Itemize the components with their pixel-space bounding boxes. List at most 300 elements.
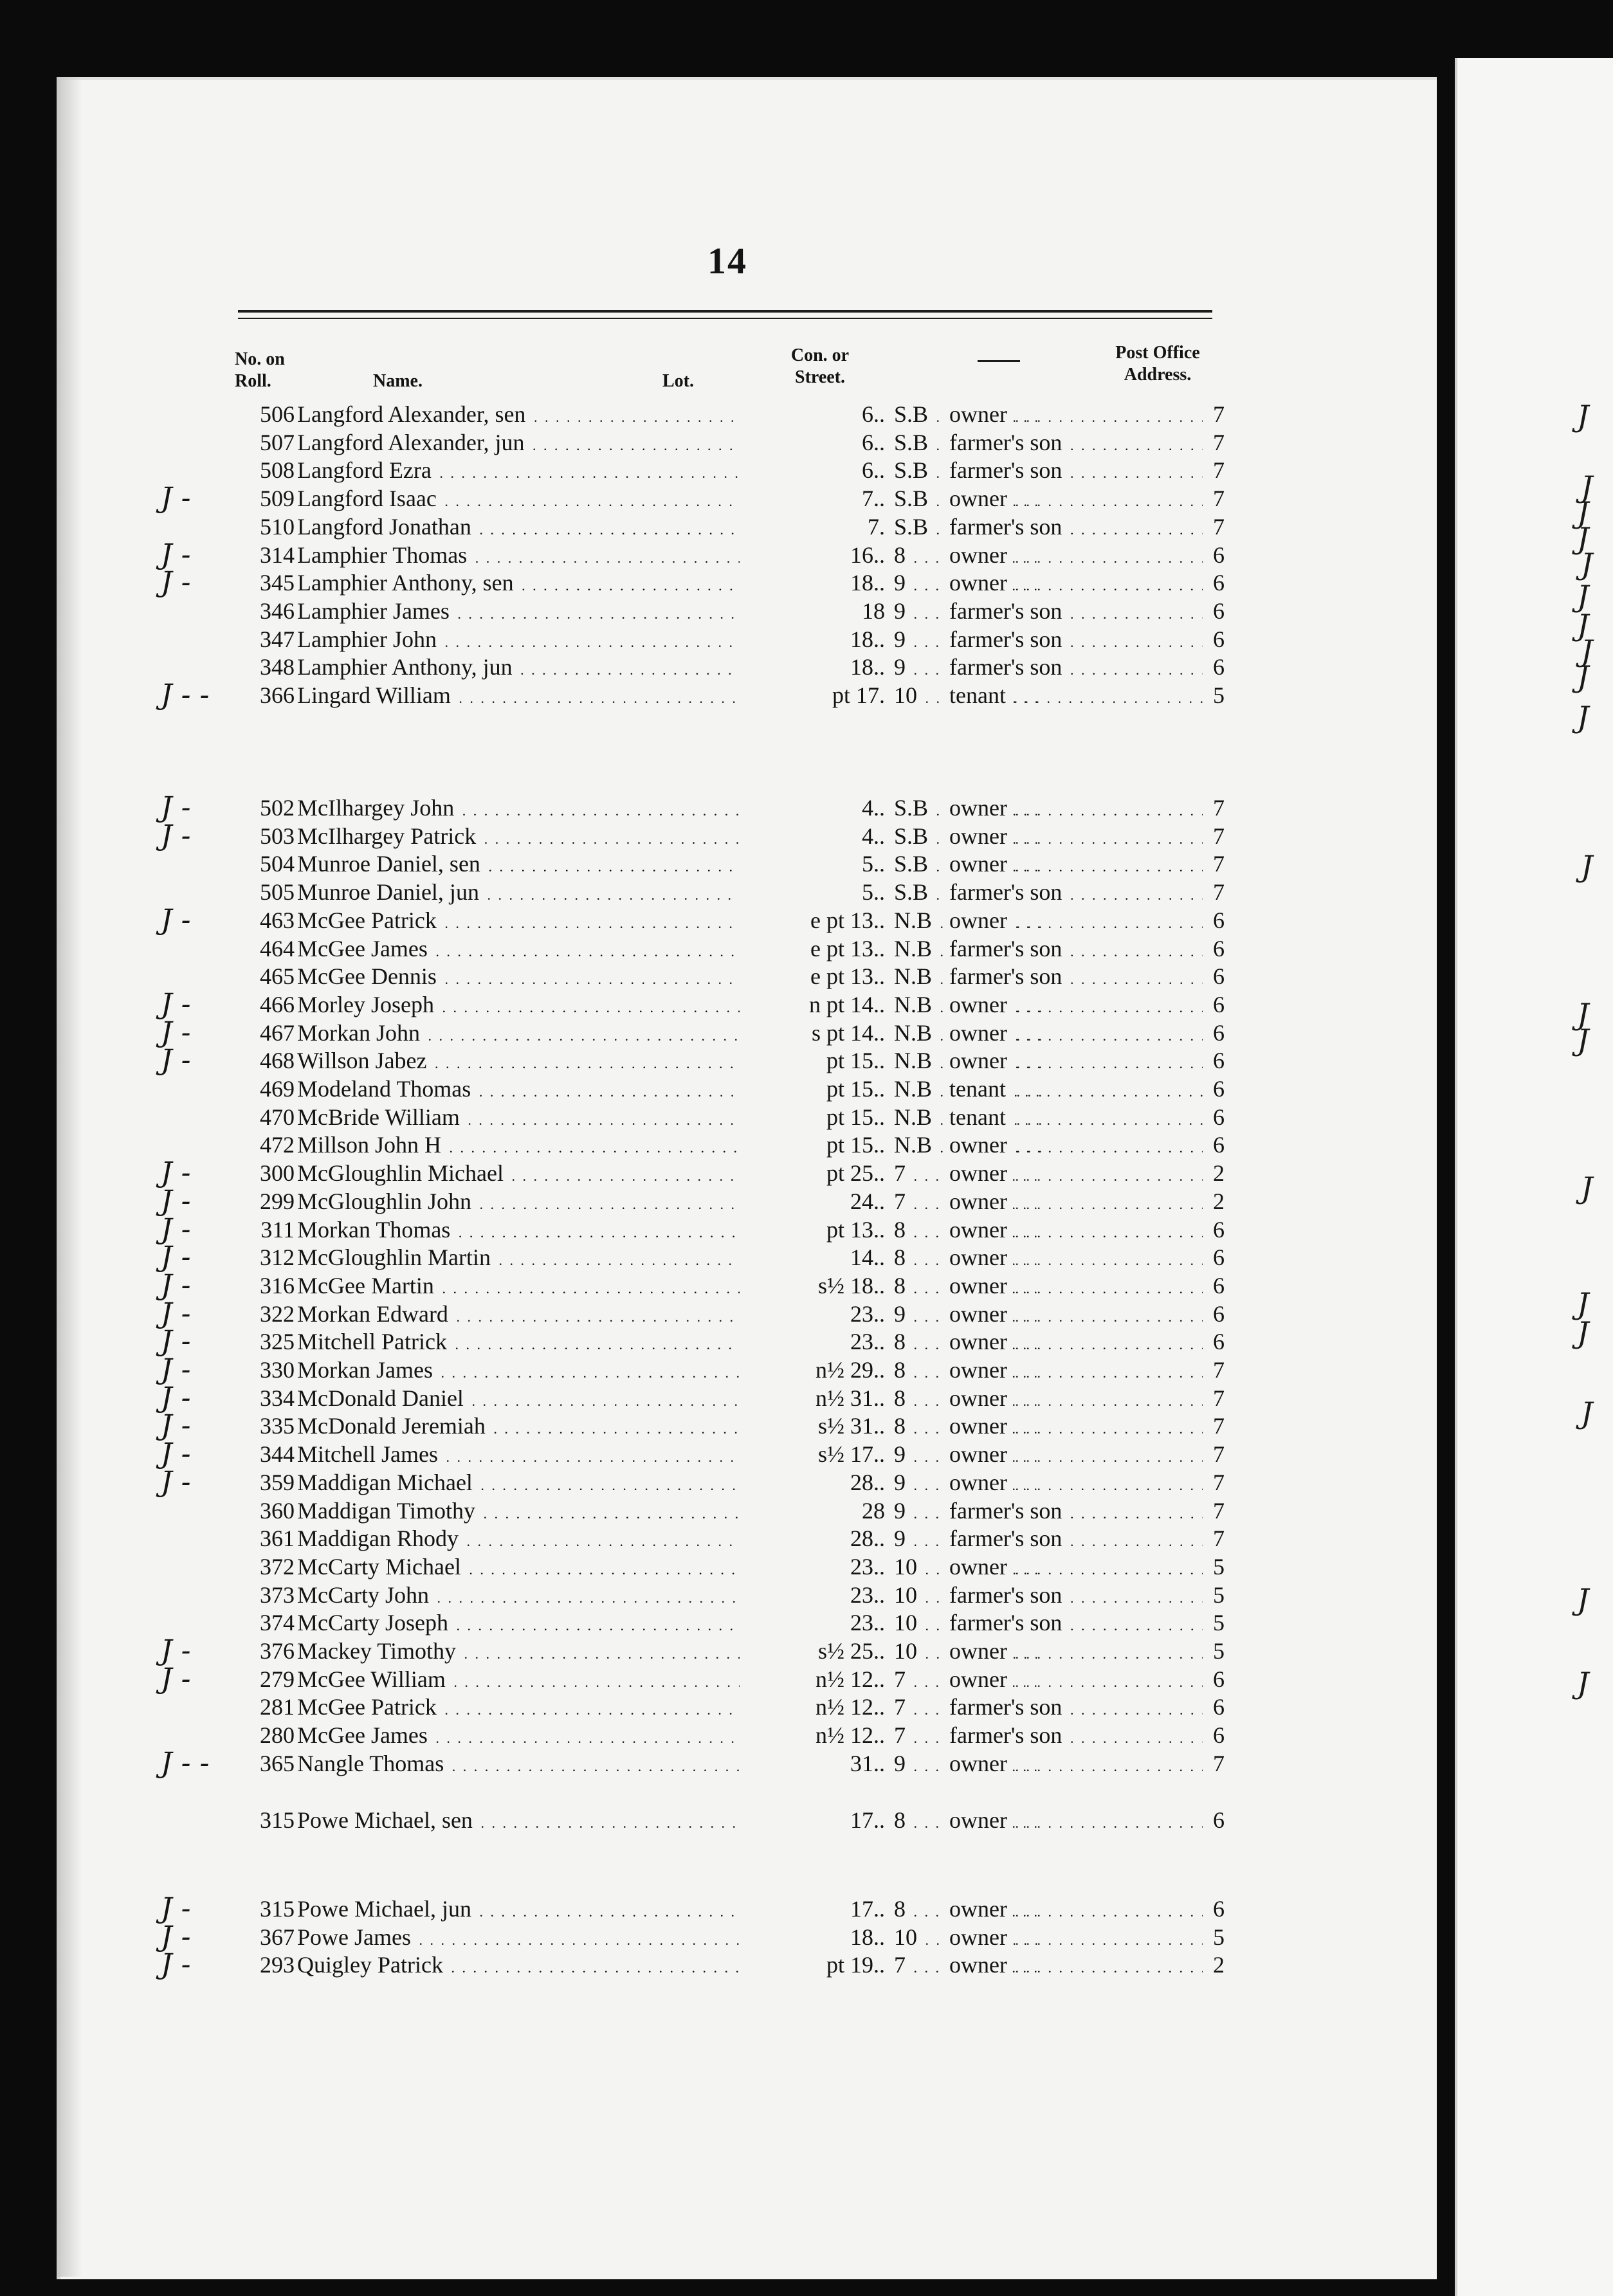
voter-name: Morley Joseph . . .: [297, 990, 805, 1022]
concession: N.B . . .: [894, 1075, 1042, 1106]
roll-entry: [161, 1608, 1241, 1637]
handwritten-mark: J -: [161, 1044, 191, 1077]
roll-number: 505: [260, 879, 295, 906]
concession: 8 . . .: [894, 1412, 1042, 1443]
concession: S.B . . .: [894, 850, 1042, 881]
post-office: 7: [1203, 456, 1235, 484]
roll-entry: [161, 1746, 1241, 1780]
voter-name: Lamphier Thomas . . .: [297, 541, 805, 572]
voter-name: Morkan Thomas . . .: [297, 1216, 805, 1247]
post-office: 6: [1203, 625, 1235, 653]
header-post-office: Post Office Address.: [1115, 343, 1200, 385]
voter-name: Quigley Patrick . . .: [297, 1951, 805, 1982]
handwritten-mark: J -: [161, 791, 191, 824]
status: farmer's son . . .: [947, 597, 1223, 628]
voter-name: Maddigan Timothy . . .: [297, 1497, 805, 1528]
status: owner . . .: [947, 1271, 1223, 1303]
facing-page-mark: J: [1577, 399, 1589, 433]
post-office: 6: [1203, 569, 1235, 597]
status: farmer's son . . .: [947, 1524, 1223, 1556]
post-office: 7: [1203, 1356, 1235, 1384]
status: owner . . .: [947, 1951, 1223, 1982]
roll-number: 330: [260, 1357, 295, 1383]
lot: n pt 14..: [740, 990, 885, 1019]
status: owner . . .: [947, 1159, 1223, 1190]
voter-name: McDonald Daniel . . .: [297, 1384, 805, 1416]
lot: 23..: [740, 1327, 885, 1356]
handwritten-mark: J -: [161, 1268, 191, 1302]
lot: pt 13..: [740, 1216, 885, 1244]
status: owner . . .: [947, 569, 1223, 600]
status: farmer's son . . .: [947, 962, 1223, 994]
facing-page-mark: J: [1581, 1171, 1593, 1205]
lot: 18..: [740, 625, 885, 653]
voter-name: Mitchell Patrick . . .: [297, 1327, 805, 1359]
lot: 28: [740, 1497, 885, 1525]
handwritten-mark: J -: [161, 903, 191, 936]
post-office: 5: [1203, 1608, 1235, 1637]
roll-entry: [161, 1268, 1241, 1302]
roll-number: 372: [260, 1553, 295, 1580]
handwritten-mark: J -: [161, 1409, 191, 1443]
roll-number: 281: [260, 1694, 295, 1720]
lot: 18..: [740, 653, 885, 681]
roll-entry: [161, 1524, 1241, 1553]
voter-name: Morkan Edward . . .: [297, 1300, 805, 1331]
post-office: 7: [1203, 1749, 1235, 1778]
concession: 10 . . .: [894, 1553, 1042, 1584]
post-office: 6: [1203, 1075, 1235, 1103]
lot: 23..: [740, 1553, 885, 1581]
status: owner . . .: [947, 1440, 1223, 1471]
concession: 8 . . .: [894, 1216, 1042, 1247]
roll-number: 312: [260, 1244, 295, 1271]
roll-number: 509: [260, 486, 295, 512]
facing-page-mark: J: [1577, 997, 1589, 1032]
post-office: 6: [1203, 934, 1235, 963]
roll-number: 366: [260, 682, 295, 708]
facing-page-mark: J: [1581, 849, 1593, 884]
roll-entry: [161, 1553, 1241, 1581]
roll-entry: [161, 1075, 1241, 1103]
roll-number: 279: [260, 1666, 295, 1692]
status: owner . . .: [947, 1243, 1223, 1275]
roll-number: 315: [260, 1807, 295, 1833]
page-gutter-shadow: [57, 77, 82, 2277]
handwritten-mark: J -: [161, 482, 191, 515]
voter-name: Langford Alexander, sen . . .: [297, 400, 805, 432]
voter-name: Langford Isaac . . .: [297, 484, 805, 516]
lot: pt 15..: [740, 1075, 885, 1103]
header-name: Name.: [373, 371, 423, 391]
post-office: 7: [1203, 794, 1235, 822]
roll-entry: [161, 1212, 1241, 1246]
handwritten-mark: J -: [161, 987, 191, 1021]
roll-number: 463: [260, 907, 295, 933]
roll-number: 502: [260, 795, 295, 821]
voter-name: Lamphier Anthony, jun . . .: [297, 653, 805, 684]
post-office: 2: [1203, 1187, 1235, 1216]
concession: N.B . . .: [894, 990, 1042, 1022]
status: owner . . .: [947, 1300, 1223, 1331]
voter-name: Powe Michael, jun . . .: [297, 1895, 805, 1926]
roll-number: 322: [260, 1300, 295, 1327]
status: owner . . .: [947, 1187, 1223, 1219]
roll-number: 348: [260, 654, 295, 680]
roll-number: 359: [260, 1469, 295, 1495]
roll-number: 293: [260, 1952, 295, 1978]
lot: e pt 13..: [740, 906, 885, 934]
voter-name: Nangle Thomas . . .: [297, 1749, 805, 1781]
handwritten-mark: J -: [161, 1634, 191, 1667]
roll-entry: [161, 1353, 1241, 1386]
roll-entry: [161, 819, 1241, 852]
facing-page-mark: J: [1577, 700, 1589, 734]
concession: S.B . . .: [894, 400, 1042, 432]
post-office: 6: [1203, 597, 1235, 625]
handwritten-mark: J -: [161, 1325, 191, 1358]
status: owner . . .: [947, 1384, 1223, 1416]
handwritten-mark: J -: [161, 566, 191, 599]
post-office: 7: [1203, 484, 1235, 513]
status: farmer's son . . .: [947, 625, 1223, 657]
roll-number: 506: [260, 401, 295, 427]
lot: pt 19..: [740, 1951, 885, 1979]
handwritten-mark: J -: [161, 1297, 191, 1330]
post-office: 2: [1203, 1951, 1235, 1979]
lot: 6..: [740, 456, 885, 484]
status: owner . . .: [947, 1046, 1223, 1078]
voter-name: McGee Patrick . . .: [297, 1693, 805, 1724]
lot: n½ 12..: [740, 1693, 885, 1721]
lot: 23..: [740, 1300, 885, 1328]
roll-entry: [161, 597, 1241, 625]
roll-number: 374: [260, 1610, 295, 1636]
roll-number: 280: [260, 1722, 295, 1749]
voter-name: Maddigan Michael . . .: [297, 1468, 805, 1500]
lot: pt 15..: [740, 1103, 885, 1131]
status: owner . . .: [947, 1468, 1223, 1500]
status: owner . . .: [947, 850, 1223, 881]
lot: pt 15..: [740, 1131, 885, 1159]
roll-number: 361: [260, 1526, 295, 1552]
post-office: 6: [1203, 1019, 1235, 1047]
lot: pt 17.: [740, 681, 885, 709]
status: farmer's son . . .: [947, 456, 1223, 487]
concession: 7 . . .: [894, 1187, 1042, 1219]
post-office: 6: [1203, 1327, 1235, 1356]
lot: e pt 13..: [740, 934, 885, 963]
concession: 9 . . .: [894, 1749, 1042, 1781]
status: owner . . .: [947, 906, 1223, 938]
concession: 8 . . .: [894, 1327, 1042, 1359]
concession: S.B . . .: [894, 878, 1042, 909]
status: owner . . .: [947, 400, 1223, 432]
post-office: 6: [1203, 1271, 1235, 1300]
voter-name: Lamphier James . . .: [297, 597, 805, 628]
concession: 7 . . .: [894, 1721, 1042, 1753]
post-office: 7: [1203, 822, 1235, 850]
roll-entry: [161, 400, 1241, 428]
status: owner . . .: [947, 794, 1223, 825]
concession: N.B . . .: [894, 934, 1042, 966]
roll-number: 503: [260, 823, 295, 849]
voter-name: McIlhargey Patrick . . .: [297, 822, 805, 853]
roll-number: 365: [260, 1750, 295, 1776]
facing-page-mark: J: [1577, 521, 1589, 556]
lot: 24..: [740, 1187, 885, 1216]
lot: 6..: [740, 400, 885, 428]
roll-entry: [161, 653, 1241, 681]
status: owner . . .: [947, 1327, 1223, 1359]
status: tenant . . .: [947, 1103, 1223, 1134]
voter-name: Lamphier Anthony, sen . . .: [297, 569, 805, 600]
status: farmer's son . . .: [947, 653, 1223, 684]
concession: 10 . . .: [894, 1637, 1042, 1668]
lot: 23..: [740, 1608, 885, 1637]
roll-number: 335: [260, 1413, 295, 1439]
roll-number: 346: [260, 597, 295, 624]
facing-page-mark: J: [1581, 547, 1593, 581]
voter-name: Modeland Thomas . . .: [297, 1075, 805, 1106]
status: owner . . .: [947, 1412, 1223, 1443]
roll-entry: [161, 1046, 1241, 1075]
status: farmer's son . . .: [947, 1497, 1223, 1528]
lot: 5..: [740, 878, 885, 906]
roll-entry: [161, 903, 1241, 936]
post-office: 6: [1203, 1665, 1235, 1693]
roll-number: 299: [260, 1188, 295, 1214]
roll-entry: [161, 456, 1241, 484]
roll-entry: [161, 1693, 1241, 1721]
roll-entry: [161, 566, 1241, 599]
voter-name: Morkan James . . .: [297, 1356, 805, 1387]
status: owner . . .: [947, 541, 1223, 572]
roll-entry: [161, 1721, 1241, 1749]
roll-entry: [161, 1409, 1241, 1443]
handwritten-mark: J -: [161, 1465, 191, 1499]
concession: S.B . . .: [894, 484, 1042, 516]
handwritten-mark: J -: [161, 1353, 191, 1386]
facing-page-mark: J: [1581, 1396, 1593, 1430]
concession: 7 . . .: [894, 1951, 1042, 1982]
concession: 8 . . .: [894, 1356, 1042, 1387]
status: owner . . .: [947, 1553, 1223, 1584]
post-office: 5: [1203, 1923, 1235, 1951]
voter-name: McDonald Jeremiah . . .: [297, 1412, 805, 1443]
post-office: 7: [1203, 878, 1235, 906]
post-office: 6: [1203, 1131, 1235, 1159]
voter-name: Langford Alexander, jun . . .: [297, 428, 805, 460]
header-rule-thick: [238, 310, 1212, 313]
lot: 23..: [740, 1581, 885, 1609]
handwritten-mark: J -: [161, 819, 191, 852]
post-office: 7: [1203, 428, 1235, 457]
facing-page-mark: J: [1577, 1582, 1589, 1617]
lot: 17..: [740, 1806, 885, 1834]
roll-number: 311: [260, 1216, 295, 1243]
roll-entry: [161, 513, 1241, 541]
voter-name: Powe James . . .: [297, 1923, 805, 1954]
post-office: 6: [1203, 653, 1235, 681]
lot: s½ 31..: [740, 1412, 885, 1440]
handwritten-mark: J - -: [161, 679, 210, 711]
roll-number: 347: [260, 626, 295, 652]
voter-name: McGee William . . .: [297, 1665, 805, 1697]
page-number: 14: [707, 240, 747, 282]
roll-number: 510: [260, 513, 295, 540]
lot: 28..: [740, 1468, 885, 1497]
lot: pt 15..: [740, 1046, 885, 1075]
lot: n½ 12..: [740, 1721, 885, 1749]
status: farmer's son . . .: [947, 428, 1223, 460]
status: tenant . . .: [947, 681, 1223, 713]
facing-page-mark: J: [1577, 1023, 1589, 1057]
roll-entry: [161, 1241, 1241, 1274]
header-lot: Lot.: [662, 371, 694, 391]
roll-entry: [161, 484, 1241, 513]
roll-number: 469: [260, 1076, 295, 1102]
handwritten-mark: J -: [161, 1920, 191, 1953]
roll-entry: [161, 538, 1241, 571]
concession: 8 . . .: [894, 1243, 1042, 1275]
concession: N.B . . .: [894, 1046, 1042, 1078]
roll-number: 345: [260, 570, 295, 596]
concession: S.B . . .: [894, 513, 1042, 544]
voter-name: Mitchell James . . .: [297, 1440, 805, 1471]
status: owner . . .: [947, 822, 1223, 853]
post-office: 7: [1203, 850, 1235, 878]
roll-number: 373: [260, 1581, 295, 1608]
voter-name: Powe Michael, sen . . .: [297, 1806, 805, 1837]
concession: S.B . . .: [894, 456, 1042, 487]
roll-number: 344: [260, 1441, 295, 1468]
facing-page-mark: J: [1577, 1666, 1589, 1700]
voter-name: Munroe Daniel, jun . . .: [297, 878, 805, 909]
post-office: 5: [1203, 1637, 1235, 1665]
roll-number: 376: [260, 1638, 295, 1664]
handwritten-mark: J -: [161, 1156, 191, 1190]
lot: 5..: [740, 850, 885, 878]
post-office: 6: [1203, 1721, 1235, 1749]
handwritten-mark: J -: [161, 1948, 191, 1982]
roll-number: 465: [260, 963, 295, 990]
concession: 10 . . .: [894, 1923, 1042, 1954]
voter-name: Willson Jabez . . .: [297, 1046, 805, 1078]
roll-number: 325: [260, 1329, 295, 1355]
handwritten-mark: J -: [161, 1381, 191, 1414]
status: tenant . . .: [947, 1075, 1223, 1106]
concession: N.B . . .: [894, 1131, 1042, 1162]
concession: 7 . . .: [894, 1693, 1042, 1724]
facing-page-mark: J: [1577, 608, 1589, 642]
roll-entry: [161, 1131, 1241, 1159]
status: owner . . .: [947, 1216, 1223, 1247]
lot: 18..: [740, 1923, 885, 1951]
handwritten-mark: J -: [161, 538, 191, 571]
roll-entry: [161, 1662, 1241, 1695]
roll-entry: [161, 1156, 1241, 1190]
facing-page-mark: J: [1581, 633, 1593, 668]
lot: 4..: [740, 794, 885, 822]
voter-name: McGee Martin . . .: [297, 1271, 805, 1303]
status: owner . . .: [947, 1923, 1223, 1954]
post-office: 7: [1203, 1384, 1235, 1412]
voter-name: Lingard William . . .: [297, 681, 805, 713]
post-office: 6: [1203, 1216, 1235, 1244]
roll-entry: [161, 878, 1241, 906]
voter-name: McCarty John . . .: [297, 1581, 805, 1612]
header-roll: No. on Roll.: [235, 349, 285, 391]
status: owner . . .: [947, 1637, 1223, 1668]
concession: N.B . . .: [894, 906, 1042, 938]
facing-page-mark: J: [1577, 495, 1589, 530]
concession: 8 . . .: [894, 1271, 1042, 1303]
roll-number: 467: [260, 1019, 295, 1046]
status: owner . . .: [947, 1665, 1223, 1697]
roll-number: 367: [260, 1924, 295, 1950]
concession: 10 . . .: [894, 1581, 1042, 1612]
roll-entry: [161, 1297, 1241, 1330]
concession: N.B . . .: [894, 1019, 1042, 1050]
concession: 9 . . .: [894, 569, 1042, 600]
concession: 9 . . .: [894, 625, 1042, 657]
voter-name: Langford Ezra . . .: [297, 456, 805, 487]
lot: 18: [740, 597, 885, 625]
lot: s pt 14..: [740, 1019, 885, 1047]
concession: 8 . . .: [894, 1384, 1042, 1416]
roll-number: 316: [260, 1272, 295, 1298]
post-office: 7: [1203, 400, 1235, 428]
roll-number: 507: [260, 429, 295, 455]
voter-name: Mackey Timothy . . .: [297, 1637, 805, 1668]
roll-entry: [161, 1948, 1241, 1982]
concession: 9 . . .: [894, 1300, 1042, 1331]
voter-name: McGloughlin John . . .: [297, 1187, 805, 1219]
lot: 18..: [740, 569, 885, 597]
post-office: 6: [1203, 962, 1235, 990]
lot: 7.: [740, 513, 885, 541]
lot: e pt 13..: [740, 962, 885, 990]
lot: 16..: [740, 541, 885, 569]
roll-entry: [161, 1381, 1241, 1414]
roll-number: 464: [260, 935, 295, 961]
concession: N.B . . .: [894, 1103, 1042, 1134]
concession: 9 . . .: [894, 1497, 1042, 1528]
concession: S.B . . .: [894, 822, 1042, 853]
post-office: 6: [1203, 990, 1235, 1019]
status: farmer's son . . .: [947, 1693, 1223, 1724]
status: farmer's son . . .: [947, 513, 1223, 544]
roll-number: 508: [260, 457, 295, 484]
roll-entry: [161, 1327, 1241, 1356]
lot: s½ 18..: [740, 1271, 885, 1300]
header-con: Con. or Street.: [790, 345, 850, 387]
roll-number: 468: [260, 1048, 295, 1074]
status: farmer's son . . .: [947, 878, 1223, 909]
lot: 31..: [740, 1749, 885, 1778]
lot: 17..: [740, 1895, 885, 1923]
concession: S.B . . .: [894, 794, 1042, 825]
header-rule-thin: [238, 318, 1212, 319]
status: owner . . .: [947, 1019, 1223, 1050]
status: owner . . .: [947, 484, 1223, 516]
roll-entry: [161, 1806, 1241, 1834]
handwritten-mark: J -: [161, 1892, 191, 1925]
voter-name: McGloughlin Michael . . .: [297, 1159, 805, 1190]
lot: n½ 29..: [740, 1356, 885, 1384]
facing-page-mark: J: [1577, 579, 1589, 614]
